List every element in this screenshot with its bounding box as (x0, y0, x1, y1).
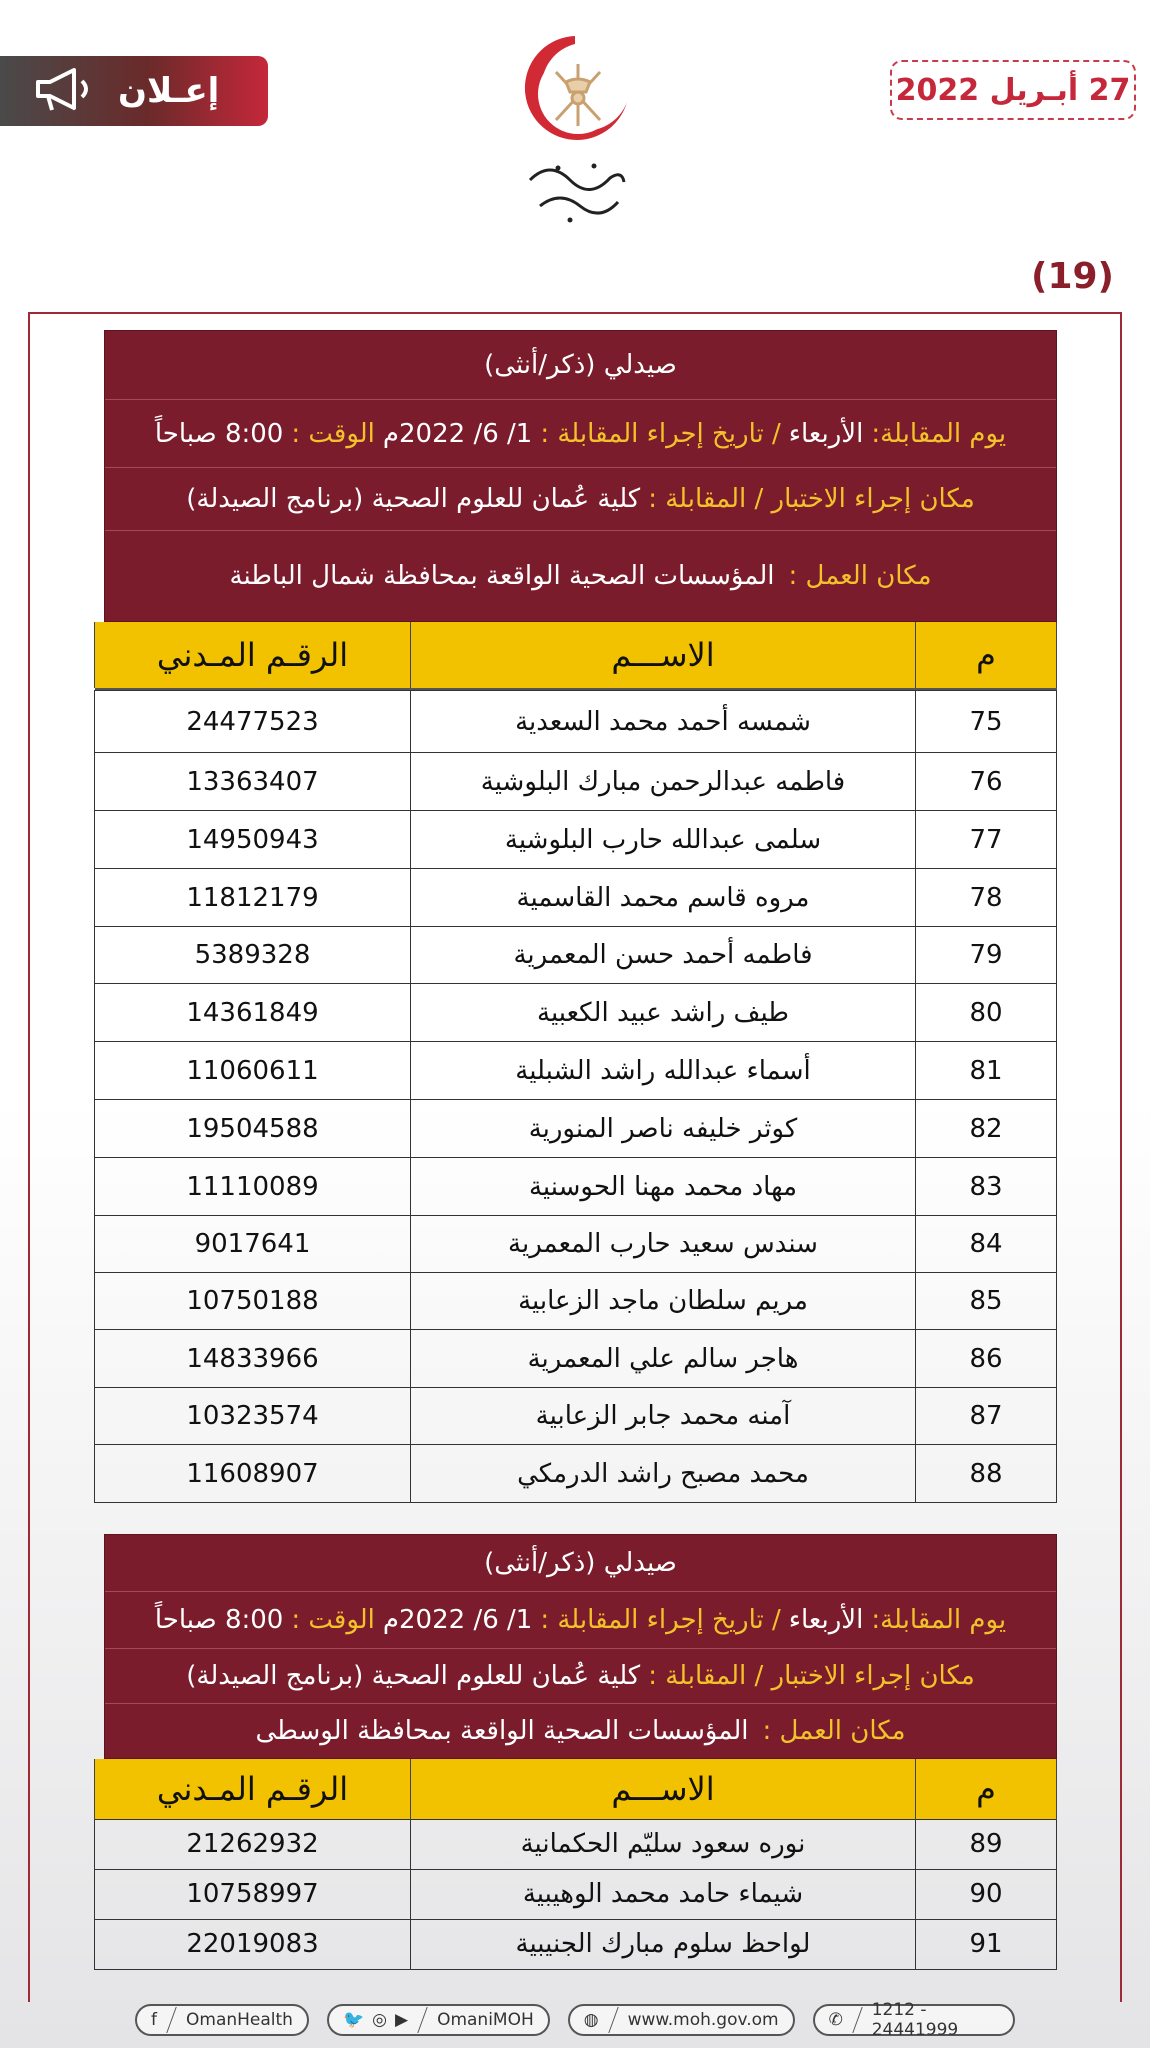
table-body (95, 1819, 1057, 1969)
cell-name: فاطمه عبدالرحمن مبارك البلوشية (411, 753, 916, 811)
cell-civil-id: 11812179 (95, 869, 411, 927)
cell-number: 89 (916, 1819, 1057, 1869)
footer-website[interactable] (568, 2004, 795, 2036)
job-title: صيدلي (ذكر/أنثى) (105, 1535, 1056, 1592)
date-label: / تاريخ إجراء المقابلة : (540, 418, 781, 449)
phone-icon: ✆ (828, 2010, 843, 2030)
cell-civil-id: 14361849 (95, 984, 411, 1042)
table-body (95, 691, 1057, 1503)
section-header (104, 330, 1057, 622)
work-location-row (105, 531, 1056, 621)
cell-number: 82 (916, 1100, 1057, 1158)
footer-facebook[interactable] (135, 2004, 309, 2036)
table-row (95, 811, 1057, 869)
date-label: / تاريخ إجراء المقابلة : (540, 1605, 781, 1635)
cell-number: 83 (916, 1158, 1057, 1216)
cell-civil-id: 24477523 (95, 691, 411, 753)
cell-number: 88 (916, 1445, 1057, 1503)
cell-civil-id: 11110089 (95, 1158, 411, 1216)
cell-name: هاجر سالم علي المعمرية (411, 1330, 916, 1388)
cell-civil-id: 10323574 (95, 1388, 411, 1445)
cell-number: 85 (916, 1273, 1057, 1330)
day-label: يوم المقابلة: (871, 1605, 1007, 1635)
work-location-row (105, 1704, 1056, 1758)
date-value: 1/ 6/ 2022م (382, 1605, 533, 1635)
table-row (95, 1388, 1057, 1445)
table-row (95, 1158, 1057, 1216)
phone-number: 1212 - 24441999 (871, 2000, 959, 2040)
cell-civil-id: 22019083 (95, 1919, 411, 1969)
table-header-row (95, 622, 1057, 688)
work-label: مكان العمل : (788, 561, 932, 591)
divider (852, 2007, 862, 2033)
table-row (95, 753, 1057, 811)
cell-civil-id: 21262932 (95, 1819, 411, 1869)
section-header (104, 1534, 1057, 1759)
table-row (95, 1330, 1057, 1388)
announcement-banner (0, 56, 268, 126)
date-value: 1/ 6/ 2022م (382, 418, 533, 449)
cell-name: لواحظ سلوم مبارك الجنيبية (411, 1919, 916, 1969)
column-header-civil-id: الرقـم المـدني (95, 622, 411, 688)
youtube-icon: ▶ (394, 2010, 409, 2030)
cell-civil-id: 10758997 (95, 1869, 411, 1919)
table-row (95, 1273, 1057, 1330)
cell-name: نوره سعود سليّم الحكمانية (411, 1819, 916, 1869)
table-row (95, 1445, 1057, 1503)
facebook-icon: f (151, 2010, 157, 2030)
cell-number: 87 (916, 1388, 1057, 1445)
announcement-section (104, 330, 1057, 1503)
candidates-table (94, 622, 1057, 1503)
cell-name: مهاد محمد مهنا الحوسنية (411, 1158, 916, 1216)
table-row (95, 984, 1057, 1042)
cell-civil-id: 14833966 (95, 1330, 411, 1388)
day-value: الأربعاء (788, 1605, 864, 1635)
table-row (95, 691, 1057, 753)
cell-civil-id: 14950943 (95, 811, 411, 869)
cell-name: محمد مصبح راشد الدرمكي (411, 1445, 916, 1503)
table-row (95, 1100, 1057, 1158)
cell-name: كوثر خليفه ناصر المنورية (411, 1100, 916, 1158)
divider (608, 2007, 618, 2033)
table-row (95, 1042, 1057, 1100)
place-label: مكان إجراء الاختبار / المقابلة : (648, 484, 975, 514)
place-value: كلية عُمان للعلوم الصحية (برنامج الصيدلة) (186, 1661, 641, 1691)
announcement-label: إعـلان (118, 71, 220, 111)
cell-number: 81 (916, 1042, 1057, 1100)
social-handle: OmaniMOH (437, 2010, 534, 2030)
cell-number: 86 (916, 1330, 1057, 1388)
cell-name: آمنه محمد جابر الزعابية (411, 1388, 916, 1445)
job-title: صيدلي (ذكر/أنثى) (105, 331, 1056, 400)
cell-civil-id: 13363407 (95, 753, 411, 811)
announcement-section (104, 1534, 1057, 1970)
table-row (95, 1919, 1057, 1969)
cell-number: 78 (916, 869, 1057, 927)
day-label: يوم المقابلة: (871, 418, 1007, 449)
work-value: المؤسسات الصحية الواقعة بمحافظة شمال الباطنة (229, 561, 775, 591)
cell-number: 91 (916, 1919, 1057, 1969)
table-header-row (95, 1759, 1057, 1819)
exam-location-row (105, 1649, 1056, 1704)
table-row (95, 1819, 1057, 1869)
page-number: (19) (1030, 256, 1114, 297)
exam-location-row (105, 468, 1056, 531)
place-label: مكان إجراء الاختبار / المقابلة : (648, 1661, 975, 1691)
table-row (95, 1869, 1057, 1919)
day-value: الأربعاء (788, 418, 864, 449)
cell-number: 75 (916, 691, 1057, 753)
divider (166, 2007, 176, 2033)
time-value: 8:00 صباحاً (154, 418, 284, 449)
cell-number: 80 (916, 984, 1057, 1042)
cell-name: مروه قاسم محمد القاسمية (411, 869, 916, 927)
cell-civil-id: 10750188 (95, 1273, 411, 1330)
cell-civil-id: 5389328 (95, 927, 411, 984)
facebook-handle: OmanHealth (186, 2010, 293, 2030)
website-url: www.moh.gov.om (627, 2010, 779, 2030)
time-value: 8:00 صباحاً (154, 1605, 284, 1635)
date-badge: 27 أبـريل 2022 (890, 60, 1136, 120)
cell-number: 79 (916, 927, 1057, 984)
cell-civil-id: 11060611 (95, 1042, 411, 1100)
cell-name: سلمى عبدالله حارب البلوشية (411, 811, 916, 869)
cell-name: طيف راشد عبيد الكعبية (411, 984, 916, 1042)
cell-civil-id: 11608907 (95, 1445, 411, 1503)
footer-bar (135, 2002, 1015, 2038)
table-row (95, 1216, 1057, 1273)
globe-icon: ◍ (583, 2010, 599, 2030)
column-header-number: م (916, 1759, 1057, 1819)
time-label: الوقت : (291, 418, 375, 449)
interview-date-row (105, 1592, 1056, 1649)
cell-number: 76 (916, 753, 1057, 811)
candidates-table (94, 1759, 1057, 1970)
work-value: المؤسسات الصحية الواقعة بمحافظة الوسطى (255, 1716, 749, 1746)
column-header-number: م (916, 622, 1057, 688)
table-row (95, 927, 1057, 984)
cell-civil-id: 9017641 (95, 1216, 411, 1273)
instagram-icon: ◎ (372, 2010, 387, 2030)
ministry-logo (510, 30, 640, 230)
divider (417, 2007, 427, 2033)
megaphone-icon (34, 66, 96, 116)
place-value: كلية عُمان للعلوم الصحية (برنامج الصيدلة) (186, 484, 641, 514)
cell-number: 90 (916, 1869, 1057, 1919)
cell-name: مريم سلطان ماجد الزعابية (411, 1273, 916, 1330)
cell-number: 84 (916, 1216, 1057, 1273)
footer-phone[interactable] (813, 2000, 1015, 2040)
column-header-name: الاســـم (411, 622, 916, 688)
interview-date-row (105, 400, 1056, 468)
column-header-civil-id: الرقـم المـدني (95, 1759, 411, 1819)
work-label: مكان العمل : (762, 1716, 906, 1746)
footer-social[interactable] (327, 2004, 550, 2036)
twitter-icon: 🐦 (342, 2010, 365, 2030)
cell-name: سندس سعيد حارب المعمرية (411, 1216, 916, 1273)
cell-name: شيماء حامد محمد الوهيبية (411, 1869, 916, 1919)
cell-name: شمسه أحمد محمد السعدية (411, 691, 916, 753)
table-row (95, 869, 1057, 927)
cell-name: أسماء عبدالله راشد الشبلية (411, 1042, 916, 1100)
cell-civil-id: 19504588 (95, 1100, 411, 1158)
cell-number: 77 (916, 811, 1057, 869)
cell-name: فاطمه أحمد حسن المعمرية (411, 927, 916, 984)
column-header-name: الاســـم (411, 1759, 916, 1819)
time-label: الوقت : (291, 1605, 375, 1635)
